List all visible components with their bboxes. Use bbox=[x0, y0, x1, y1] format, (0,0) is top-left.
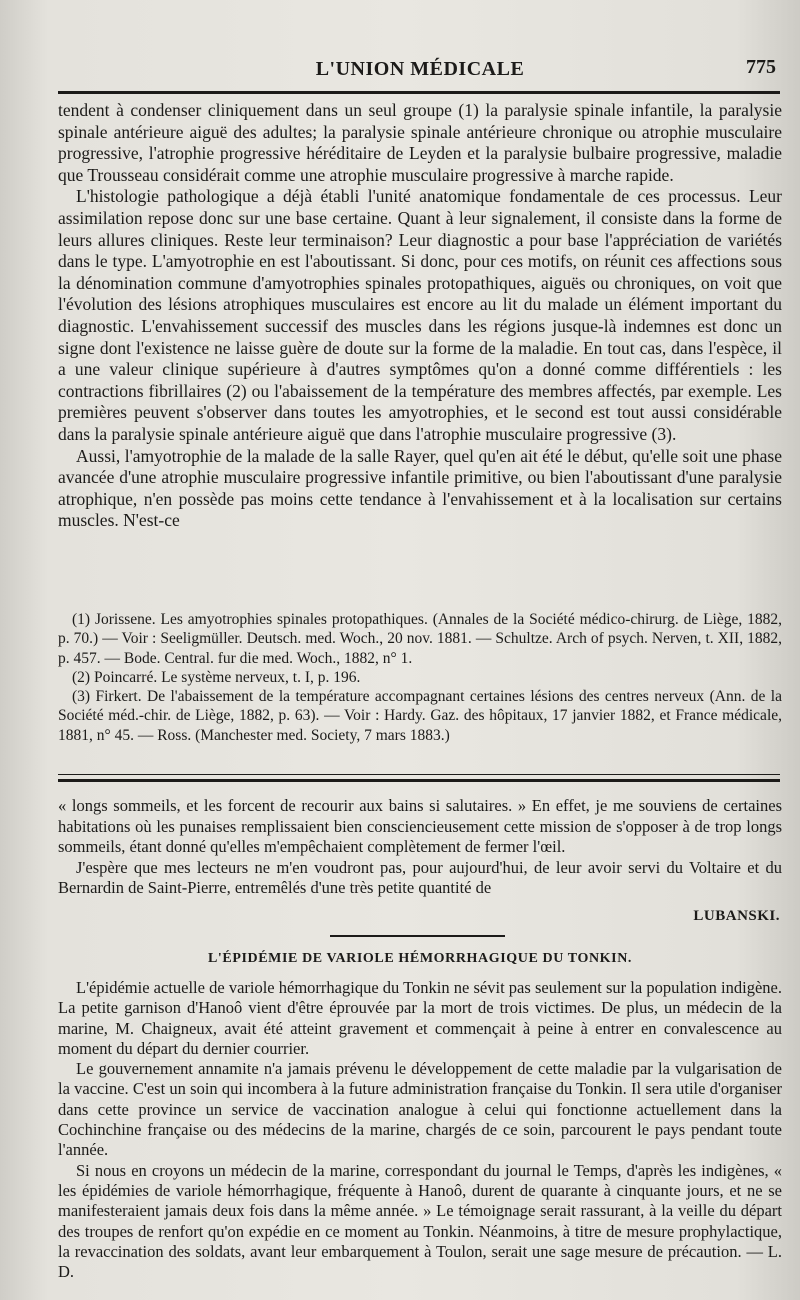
main-text bbox=[58, 100, 782, 532]
feuilleton-signature: LUBANSKI. bbox=[693, 908, 780, 924]
feuilleton-rule-top bbox=[58, 774, 780, 775]
main-paragraph-3: Aussi, l'amyotrophie de la malade de la salle Rayer, quel qu'en ait été le début, qu'elle soit une phase avancée d'une atrophie musculaire progressive infantile primitive, ou bien l'aboutissant d'une paralysie atrophique, n'en possède pas moins cette tendance à l'envahissement et à la localisation sur certains muscles. N'est-ce bbox=[58, 445, 782, 531]
feuilleton-paragraph-2: J'espère que mes lecteurs ne m'en voudront pas, pour aujourd'hui, de leur avoir servi du Voltaire et du Bernardin de Saint-Pierre, entremêlés d'une très petite quantité de bbox=[58, 857, 782, 898]
page-number: 775 bbox=[746, 56, 776, 78]
article-body bbox=[58, 978, 782, 1282]
footnote-3: (3) Firkert. De l'abaissement de la température accompagnant certaines lésions des centres nerveux (Ann. de la Société méd.-chir. de Liège, 1882, p. 63). — Voir : Hardy. Gaz. des hôpitaux, 17 janvier 1882, et France médicale, 1881, n° 45. — Ross. (Manchester med. Society, 7 mars 1883.) bbox=[58, 688, 782, 744]
feuilleton-rule-bottom bbox=[58, 779, 780, 782]
main-paragraph-1: tendent à condenser cliniquement dans un seul groupe (1) la paralysie spinale infantile, la paralysie spinale antérieure aiguë des adultes; la paralysie spinale antérieure chronique ou atrophie musculaire progressive, l'atrophie progressive héréditaire de Leyden et la paralysie bulbaire progressive, maladie que Trousseau considérait comme une atrophie musculaire progressive à marche rapide. bbox=[58, 100, 782, 185]
feuilleton-text bbox=[58, 796, 782, 899]
article-paragraph-3: Si nous en croyons un médecin de la marine, correspondant du journal le Temps, d'après les indigènes, « les épidémies de variole hémorrhagique, fréquente à Hanoô, durent de quarante à cinquante jours, et ne se manifesteraient jamais deux fois dans la même année. » Le témoignage serait rassurant, à la veille du départ des troupes de renfort qu'on expédie en ce moment au Tonkin. Néanmoins, à titre de mesure prophylactique, la revaccination des soldats, avant leur embarquement à Toulon, serait une sage mesure de précaution. — L. D. bbox=[58, 1160, 782, 1282]
article-paragraph-1: L'épidémie actuelle de variole hémorrhagique du Tonkin ne sévit pas seulement sur la population indigène. La petite garnison d'Hanoô vient d'être éprouvée par la mort de trois victimes. De plus, un médecin de la marine, M. Chaigneux, avait été atteint gravement et commençait à peine à entrer en convalescence au moment du départ du dernier courrier. bbox=[58, 978, 782, 1058]
article-separator bbox=[330, 935, 505, 937]
footnote-2: (2) Poincarré. Le système nerveux, t. I, p. 196. bbox=[72, 668, 361, 686]
main-paragraph-2: L'histologie pathologique a déjà établi l'unité anatomique fondamentale de ces processus. Leur assimilation repose donc sur une base certaine. Quant à leur signalement, il consiste dans la forme de leurs allures cliniques. Reste leur terminaison? Leur diagnostic a pour base l'appréciation de variétés dans le type. L'amyotrophie en est l'aboutissant. Si donc, pour ces motifs, on réunit ces affections sous la dénomination commune d'amyotrophies spinales protopathiques, aiguës ou chroniques, on voit que l'évolution des lésions atrophiques musculaires est encore au lit du malade un élément important du diagnostic. L'envahissement successif des muscles dans les régions jusque-là indemnes est donc un signe dont l'existence ne laisse guère de doute sur la forme de la maladie. En tout cas, dans l'espèce, il a une valeur clinique supérieure à d'autres symptômes qu'on a donné comme différentiels : les contractions fibrillaires (2) ou l'abaissement de la température des membres affectés, par exemple. Les premières peuvent s'observer dans toutes les amyotrophies, et le second est tout aussi considérable dans la paralysie spinale antérieure aiguë que dans l'atrophie musculaire progressive (3). bbox=[58, 186, 782, 444]
article-paragraph-2: Le gouvernement annamite n'a jamais prévenu le développement de cette maladie par la vulgarisation de la vaccine. C'est un soin qui incombera à la future administration française du Tonkin. Il sera utile d'organiser dans cette province un service de vaccination analogue à celui qui fonctionne actuellement dans la Cochinchine française ou des médecins de la marine, chargés de ce soin, parcourent le pays pendant toute l'année. bbox=[58, 1059, 782, 1160]
feuilleton-paragraph-1: « longs sommeils, et les forcent de recourir aux bains si salutaires. » En effet, je me souviens de certaines habitations où les punaises remplissaient bien consciencieusement cette mission de s'opposer à de trop longs sommeils, étant donné qu'elles m'empêchaient complètement de fermer l'œil. bbox=[58, 796, 782, 857]
running-title: L'UNION MÉDICALE bbox=[315, 58, 525, 80]
page-header bbox=[58, 52, 782, 86]
header-rule bbox=[58, 91, 780, 94]
footnote-1: (1) Jorissene. Les amyotrophies spinales protopathiques. (Annales de la Société médico-chirurg. de Liège, 1882, p. 70.) — Voir : Seeligmüller. Deutsch. med. Woch., 20 nov. 1881. — Schultze. Arch of psych. Nerven, t. XII, 1882, p. 457. — Bode. Central. fur die med. Woch., 1882, n° 1. bbox=[58, 611, 782, 667]
article-title: L'ÉPIDÉMIE DE VARIOLE HÉMORRHAGIQUE DU TONKIN. bbox=[207, 951, 633, 966]
footnotes bbox=[58, 610, 782, 745]
